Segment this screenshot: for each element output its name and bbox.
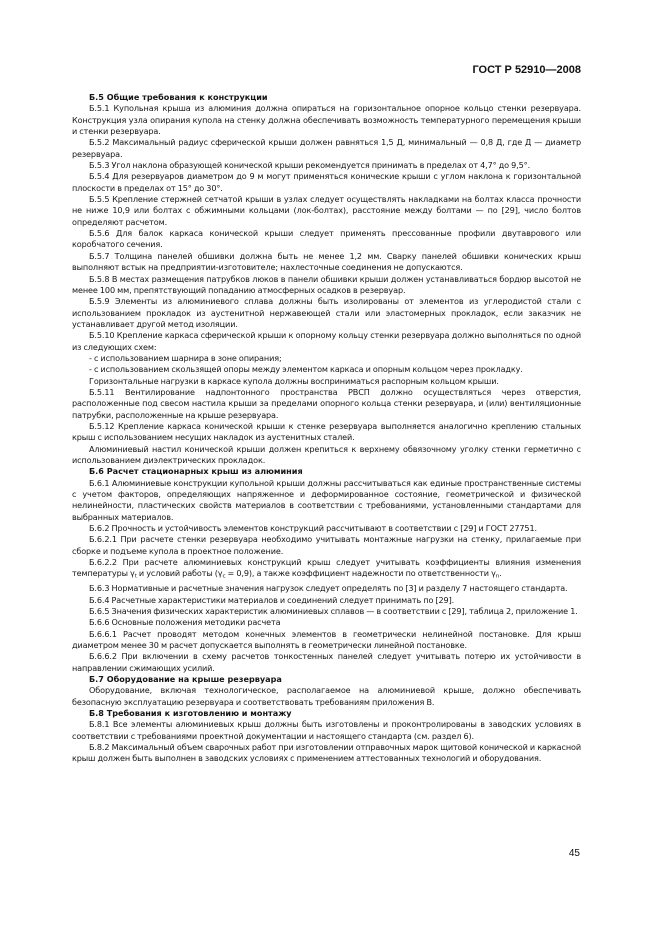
body-paragraph: Б.6.6.2 При включении в схему расчетов тонкостенных панелей следует учитывать потерю их устойчивости в направлении сжимающих усилий.: [72, 651, 581, 673]
body-paragraph: Б.5.12 Крепление каркаса конической крыши к стенке резервуара выполняется аналогично креплению стальных крыш с использованием несущих накладок из аустенитных сталей.: [72, 420, 581, 443]
body-paragraph: Б.8.2 Максимальный объем сварочных работ при изготовлении отправочных марок щитовой конической и каркасной крыш должен быть выполнен в заводских условиях с применением аттестованных технологий и оборудования.: [72, 742, 581, 764]
standard-header: ГОСТ Р 52910—2008: [472, 64, 581, 76]
body-paragraph: Б.5.2 Максимальный радиус сферической крыши должен равняться 1,5 Д, минимальный — 0,8 Д, где Д — диаметр резервуара.: [72, 137, 581, 159]
document-body: [72, 92, 581, 765]
body-paragraph: Б.5.1 Купольная крыша из алюминия должна опираться на горизонтальное опорное кольцо стенки резервуара. Конструкция узла опирания купола на стенку должна обеспечивать возможность температурного перемещения крыши и стенки резервуара.: [72, 103, 581, 137]
body-paragraph: Б.8.1 Все элементы алюминиевых крыш должны быть изготовлены и проконтролированы в заводских условиях в соответствии с требованиями проектной документации и настоящего стандарта (см. раздел 6).: [72, 719, 581, 741]
body-paragraph: Б.6.4 Расчетные характеристики материалов и соединений следует принимать по [29].: [89, 594, 455, 605]
body-paragraph: Б.6.3 Нормативные и расчетные значения нагрузок следует определять по [3] и разделу 7 настоящего стандарта.: [89, 583, 568, 594]
section-heading: Б.6 Расчет стационарных крыш из алюминия: [89, 466, 303, 477]
subscript: n: [495, 573, 500, 580]
section-heading: Б.5 Общие требования к конструкции: [89, 92, 268, 102]
paragraph-text: .: [499, 568, 502, 579]
body-paragraph: Б.5.8 В местах размещения патрубков люков в панели обшивки крыши должен устанавливаться бордюр высотой не менее 100 мм, препятствующий попаданию атмосферных осадков в резервуар.: [72, 273, 581, 295]
section-heading: Б.7 Оборудование на крыше резервуара: [89, 674, 282, 685]
body-paragraph: - с использованием шарнира в зоне опирания;: [89, 352, 282, 363]
paragraph-text: и условий работы (γ: [136, 568, 223, 579]
paragraph-text: Б.6.2.2 При расчете алюминиевых конструкций крыш следует учитывать коэффициенты влияния изменения температуры γ: [72, 557, 581, 579]
subscript: t: [134, 573, 137, 580]
body-paragraph: Оборудование, включая технологическое, располагаемое на алюминиевой крыше, должно обеспечивать безопасную эксплуатацию резервуара и соответствовать требованиям приложения В.: [72, 685, 581, 707]
subscript: c: [222, 573, 226, 580]
section-heading: Б.8 Требования к изготовлению и монтажу: [89, 708, 292, 719]
paragraph-text: = 0,9), а также коэффициент надежности по ответственности γ: [225, 568, 496, 579]
body-paragraph: Б.5.11 Вентилирование надпонтонного пространства РВСП должно осуществляться через отверстия, расположенные под свесом настила крыши за пределами опорного кольца стенки резервуара, и (или) вентиляционные патрубки, расположенные на крыше резервуара.: [72, 386, 581, 420]
body-paragraph: Б.5.4 Для резервуаров диаметром до 9 м могут применяться конические крыши с углом наклона к горизонтальной плоскости в пределах от 15° до 30°.: [72, 171, 581, 193]
body-paragraph: Б.5.7 Толщина панелей обшивки должна быть не менее 1,2 мм. Сварку панелей обшивки конических крыш выполняют встык на предприятии-изготовителе; нахлесточные соединения не допускаются.: [72, 250, 581, 273]
body-paragraph: Б.5.10 Крепление каркаса сферической крыши к опорному кольцу стенки резервуара должно выполняться по одной из следующих схем:: [72, 330, 581, 352]
page-number: 45: [568, 848, 580, 859]
body-paragraph: - с использованием скользящей опоры между элементом каркаса и опорным кольцом через прокладку.: [89, 364, 523, 375]
body-paragraph: Б.5.3 Угол наклона образующей конической крыши рекомендуется принимать в пределах от 4,7° до 9,5°.: [89, 160, 531, 171]
body-paragraph: Б.6.6 Основные положения методики расчета: [89, 617, 281, 628]
body-paragraph: Горизонтальные нагрузки в каркасе купола должны восприниматься распорным кольцом крыши.: [89, 375, 499, 386]
body-paragraph: Б.6.2.1 При расчете стенки резервуара необходимо учитывать монтажные нагрузки на стенку, прилагаемые при сборке и подъеме купола в проектное положение.: [72, 534, 581, 556]
body-paragraph: Б.6.1 Алюминиевые конструкции купольной крыши должны рассчитываться как единые пространственные системы с учетом факторов, определяющих напряженное и деформированное состояние, геометрической и физической нелинейности, пластических свойств материалов в соответствии с требованиями, установленными стандартами для выбранных материалов.: [72, 477, 581, 522]
body-paragraph: Б.5.9 Элементы из алюминиевого сплава должны быть изолированы от элементов из углеродистой стали с использованием прокладок из аустенитной нержавеющей стали или эластомерных прокладок, если заказчик не устанавливает другой метод изоляции.: [72, 296, 581, 329]
body-paragraph: Б.5.6 Для балок каркаса конической крыши следует применять прессованные профили двутаврового или коробчатого сечения.: [72, 228, 581, 250]
body-paragraph: Б.5.5 Крепление стержней сетчатой крыши в узлах следует осуществлять накладками на болтах класса прочности не ниже 10,9 или болтах с обжимными кольцами (лок-болтах), расстояние между болтами — по [29], число болтов определяют расчетом.: [72, 194, 581, 227]
body-paragraph: Б.6.5 Значения физических характеристик алюминиевых сплавов — в соответствии с [29], таблица 2, приложение 1.: [89, 605, 578, 616]
body-paragraph: Алюминиевый настил конической крыши должен крепиться к верхнему обвязочному уголку стенки герметично с использованием диэлектрических прокладок.: [72, 443, 581, 465]
body-paragraph: Б.6.2 Прочность и устойчивость элементов конструкций рассчитывают в соответствии с [29] и ГОСТ 27751.: [89, 523, 537, 534]
body-paragraph: [72, 557, 581, 583]
body-paragraph: Б.6.6.1 Расчет проводят методом конечных элементов в геометрически нелинейной постановке. Для крыш диаметром менее 30 м расчет допускается выполнять в геометрически линейной постановке.: [72, 628, 581, 650]
